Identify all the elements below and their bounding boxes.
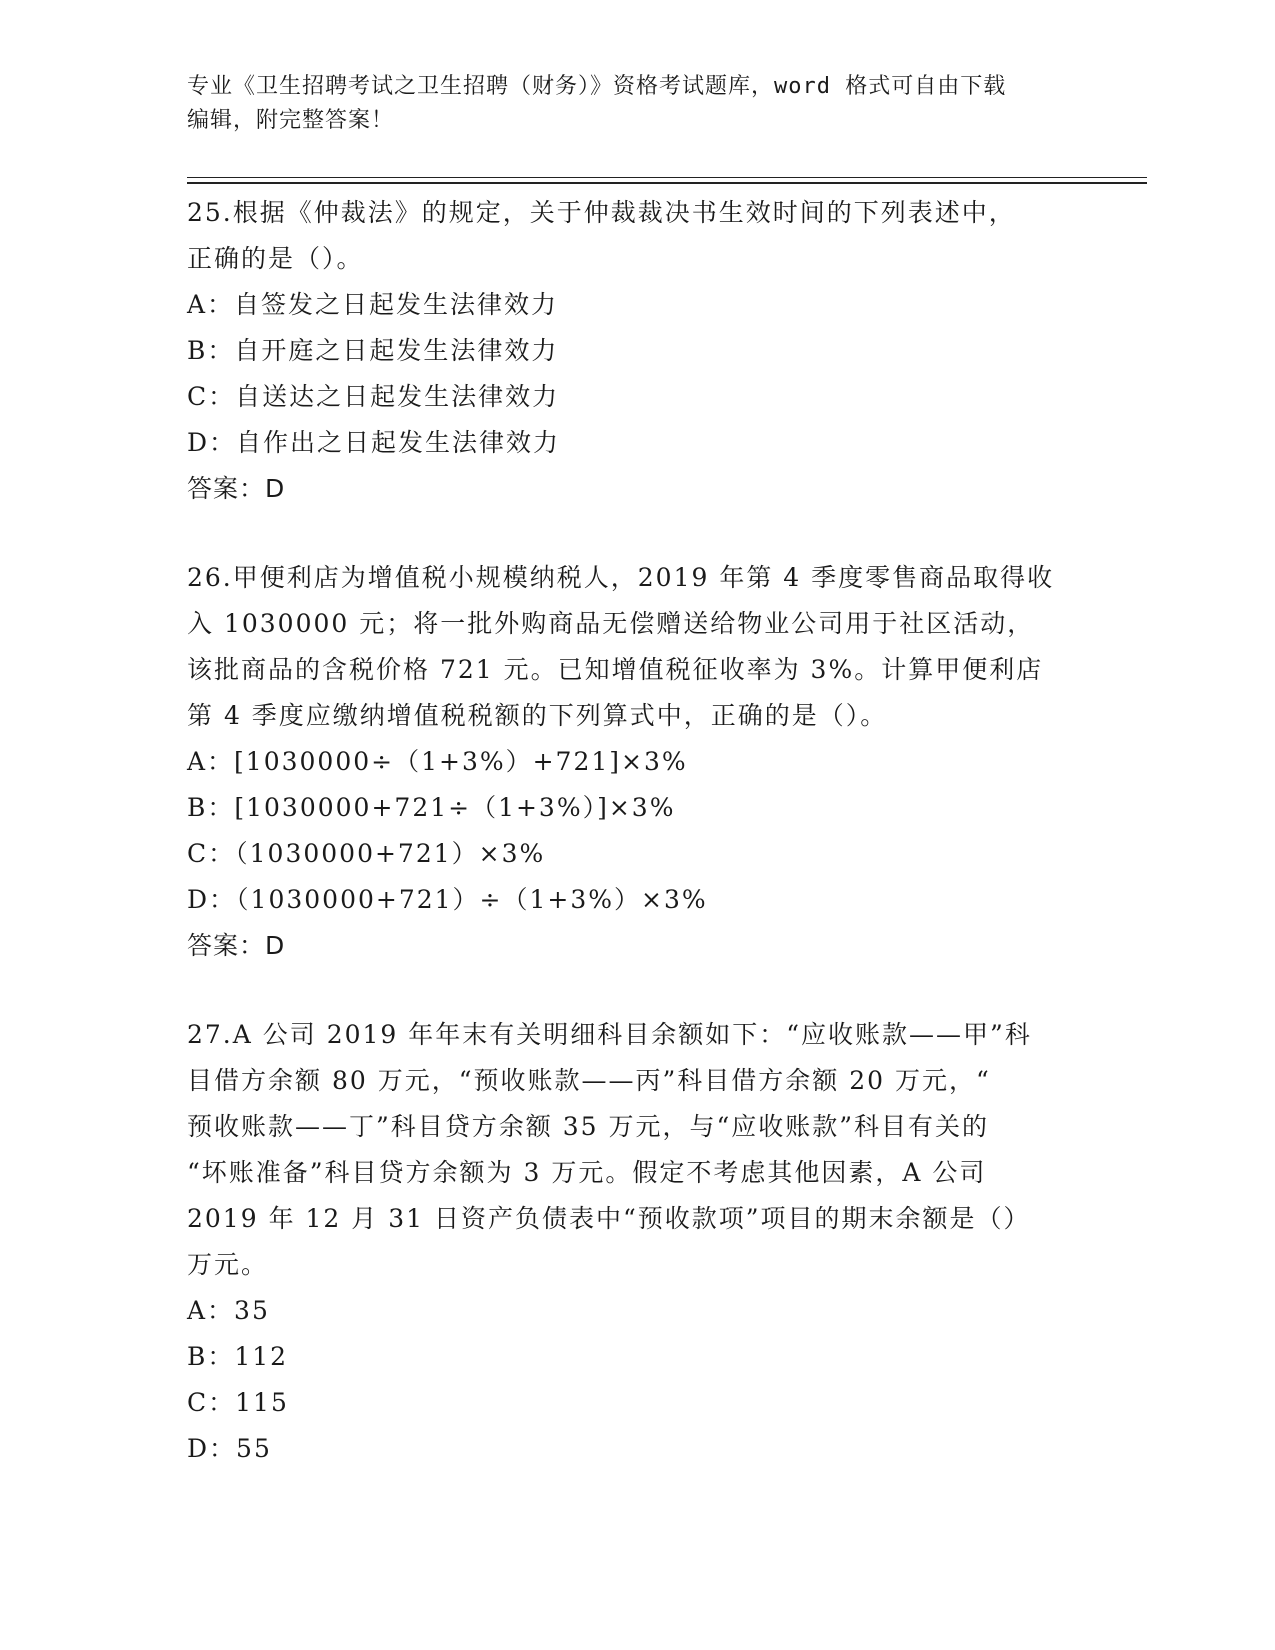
header-divider-thick <box>187 182 1147 184</box>
option-d: D：55 <box>187 1434 272 1463</box>
question-text: 26.甲便利店为增值税小规模纳税人，2019 年第 4 季度零售商品取得收 <box>187 563 1055 592</box>
question-text: 预收账款——丁”科目贷方余额 35 万元，与“应收账款”科目有关的 <box>187 1112 990 1141</box>
question-text: 2019 年 12 月 31 日资产负债表中“预收款项”项目的期末余额是（） <box>187 1204 1031 1233</box>
question-list <box>187 190 1087 1472</box>
question-25 <box>187 190 1087 512</box>
question-text: 正确的是（）。 <box>187 244 364 273</box>
option-a: A：35 <box>187 1296 270 1325</box>
question-text: 入 1030000 元；将一批外购商品无偿赠送给物业公司用于社区活动， <box>187 609 1035 638</box>
option-d: D：（1030000+721）÷（1+3%）×3% <box>187 885 708 914</box>
spacer <box>187 512 1087 555</box>
answer: 答案：D <box>187 474 286 503</box>
option-b: B：112 <box>187 1342 289 1371</box>
option-c: C：自送达之日起发生法律效力 <box>187 382 560 411</box>
question-text: 第 4 季度应缴纳增值税税额的下列算式中，正确的是（）。 <box>187 701 888 730</box>
header-divider <box>187 177 1147 178</box>
question-text: 目借方余额 80 万元，“预收账款——丙”科目借方余额 20 万元，“ <box>187 1066 991 1095</box>
question-26 <box>187 555 1087 969</box>
spacer <box>187 969 1087 1012</box>
header-line: 专业《卫生招聘考试之卫生招聘（财务）》资格考试题库，word 格式可自由下载 <box>187 74 1007 99</box>
header-line: 编辑，附完整答案！ <box>187 108 395 133</box>
document-header <box>187 70 1087 138</box>
option-c: C：115 <box>187 1388 289 1417</box>
answer: 答案：D <box>187 931 286 960</box>
option-b: B：自开庭之日起发生法律效力 <box>187 336 559 365</box>
question-27 <box>187 1012 1087 1472</box>
question-text: 该批商品的含税价格 721 元。已知增值税征收率为 3%。计算甲便利店 <box>187 655 1044 684</box>
option-a: A：[1030000÷（1+3%）+721]×3% <box>187 747 688 776</box>
option-c: C：（1030000+721）×3% <box>187 839 546 868</box>
question-text: 25.根据《仲裁法》的规定，关于仲裁裁决书生效时间的下列表述中， <box>187 198 1016 227</box>
option-d: D：自作出之日起发生法律效力 <box>187 428 561 457</box>
option-b: B：[1030000+721÷（1+3%）]×3% <box>187 793 676 822</box>
option-a: A：自签发之日起发生法律效力 <box>187 290 559 319</box>
question-text: “坏账准备”科目贷方余额为 3 万元。假定不考虑其他因素，A 公司 <box>187 1158 987 1187</box>
question-text: 27.A 公司 2019 年年末有关明细科目余额如下：“应收账款——甲”科 <box>187 1020 1032 1049</box>
question-text: 万元。 <box>187 1250 269 1279</box>
